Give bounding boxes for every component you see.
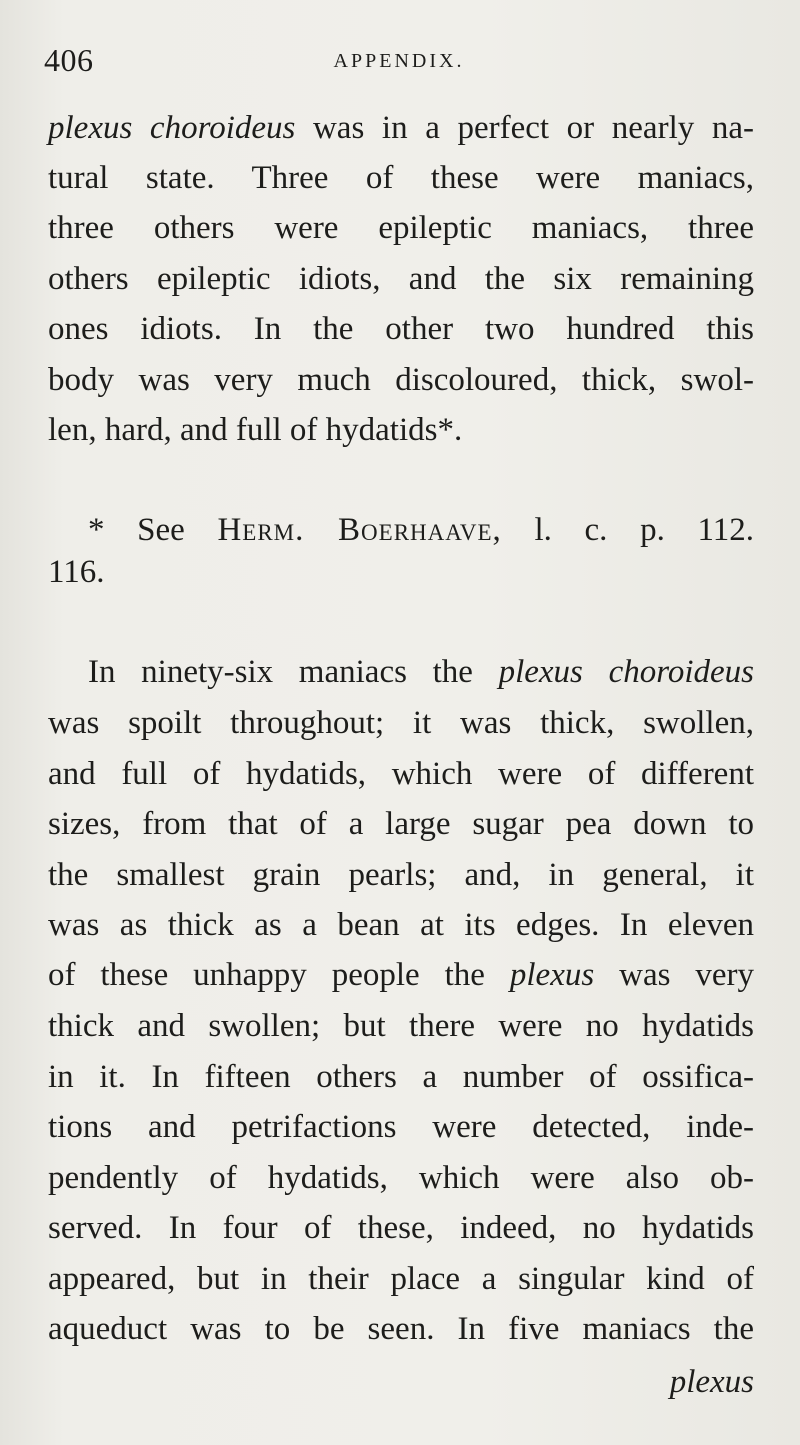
- paragraph2-line-10: tions and petrifactions were detected, inde-: [48, 1109, 754, 1145]
- paragraph2-line-7: [48, 955, 754, 995]
- paragraph2-line-5: the smallest grain pearls; and, in general, it: [48, 857, 754, 893]
- footnote-line-2: 116.: [48, 554, 105, 590]
- paragraph2-line-6: was as thick as a bean at its edges. In eleven: [48, 907, 754, 943]
- paragraph1-line-4: others epileptic idiots, and the six remaining: [48, 261, 754, 297]
- paragraph2-line-4: sizes, from that of a large sugar pea down to: [48, 806, 754, 842]
- paragraph1-line-7: len, hard, and full of hydatids*.: [48, 412, 463, 448]
- text-run: was in a perfect or nearly na-: [295, 110, 754, 146]
- page-number: 406: [44, 42, 94, 78]
- footnote-author: Herm. Boerhaave,: [217, 512, 502, 548]
- paragraph2-line-12: served. In four of these, indeed, no hydatids: [48, 1210, 754, 1246]
- page-header: [44, 40, 754, 84]
- italic-term: plexus choroideus: [498, 654, 754, 690]
- footnote-marker: * See: [88, 512, 218, 548]
- text-run: of these unhappy people the: [48, 957, 510, 993]
- paragraph2-line-13: appeared, but in their place a singular kind of: [48, 1261, 754, 1297]
- paragraph2-line-14: aqueduct was to be seen. In five maniacs the: [48, 1311, 754, 1347]
- text-run: In ninety-six maniacs the: [88, 654, 499, 690]
- italic-term: plexus choroideus: [48, 110, 296, 146]
- italic-term: plexus: [509, 957, 595, 993]
- paragraph1-line-2: tural state. Three of these were maniacs,: [48, 160, 754, 196]
- paragraph1-line-6: body was very much discoloured, thick, swol-: [48, 362, 754, 398]
- running-head: APPENDIX.: [333, 50, 465, 72]
- footnote-citation: l. c. p. 112.: [501, 512, 754, 548]
- paragraph2-line-2: was spoilt throughout; it was thick, swollen,: [48, 705, 754, 741]
- paragraph2-line-3: and full of hydatids, which were of different: [48, 756, 754, 792]
- paragraph1-line-1: [48, 108, 754, 148]
- catchword: plexus: [669, 1364, 754, 1400]
- paragraph2-line-9: in it. In fifteen others a number of ossifica-: [48, 1059, 754, 1095]
- paragraph2-line-11: pendently of hydatids, which were also ob-: [48, 1160, 754, 1196]
- paragraph2-line-1: [88, 652, 754, 692]
- paragraph2-line-8: thick and swollen; but there were no hydatids: [48, 1008, 754, 1044]
- footnote-line-1: [88, 510, 754, 550]
- paragraph1-line-3: three others were epileptic maniacs, three: [48, 210, 754, 246]
- paragraph1-line-5: ones idiots. In the other two hundred this: [48, 311, 754, 347]
- text-run: was very: [594, 957, 755, 993]
